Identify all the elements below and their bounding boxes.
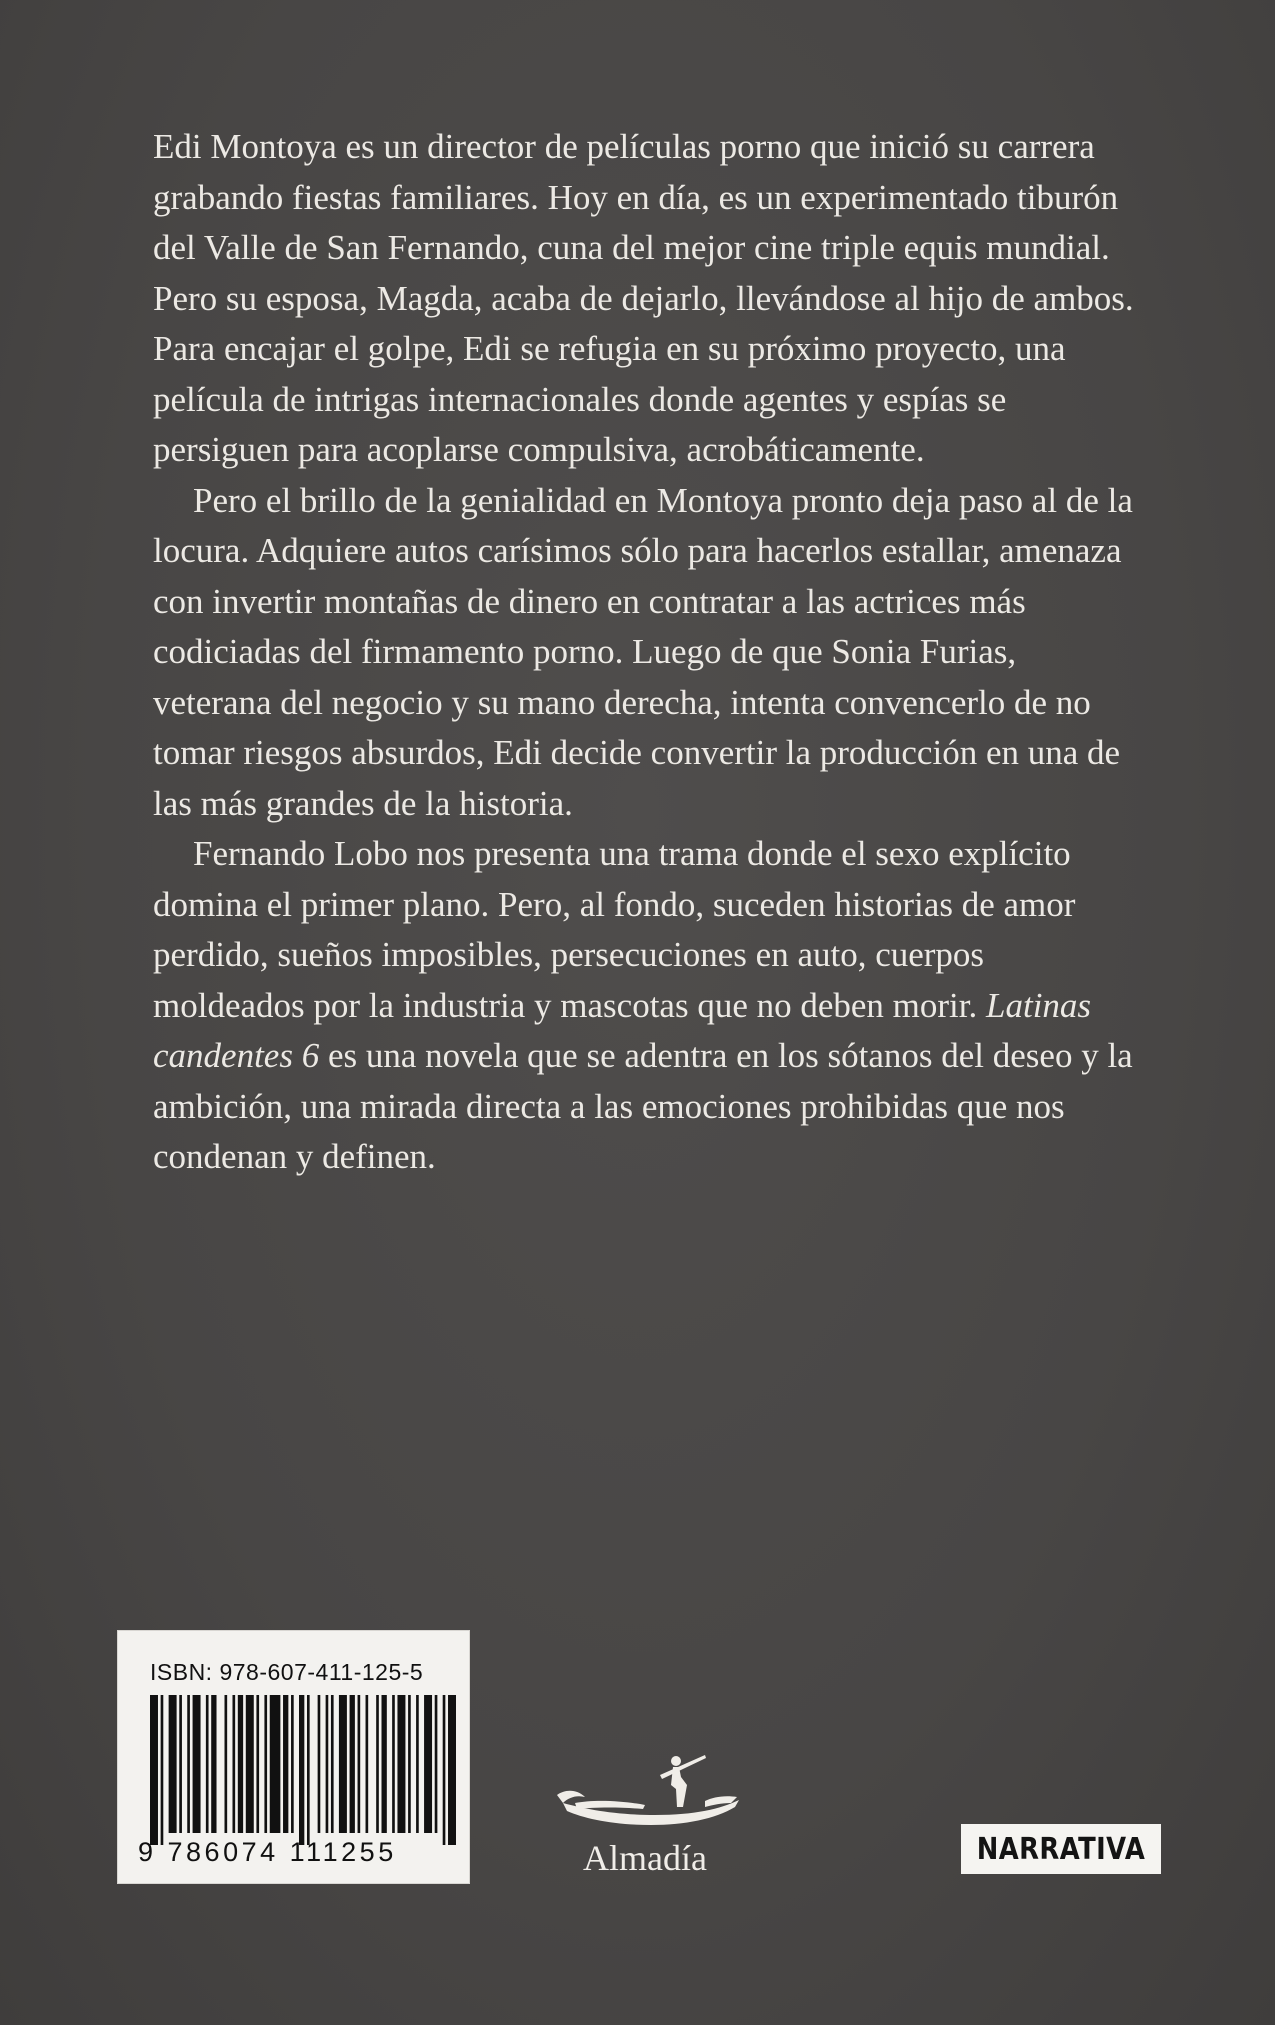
barcode-bar [339, 1695, 347, 1833]
barcode-bar [382, 1695, 387, 1833]
barcode-bar [416, 1695, 419, 1833]
barcode-bar [283, 1695, 288, 1833]
barcode-bar [299, 1695, 304, 1845]
isbn-number: ISBN: 978-607-411-125-5 [150, 1659, 424, 1685]
barcode-bar [161, 1695, 164, 1845]
barcode-bar [179, 1695, 182, 1833]
barcode-bar [318, 1695, 321, 1833]
isbn-barcode-label [117, 1630, 470, 1884]
synopsis-paragraph-2: Pero el brillo de la genialidad en Montoya pronto deja paso al de la locura. Adquiere autos carísimos sólo para hacerlos estallar, amenaza con invertir montañas de dinero en contratar a las actrices más codiciadas del firmamento porno. Luego de que Sonia Furias, veterana del negocio y su mano derecha, intenta convencerlo de no tomar riesgos absurdos, Edi decide convertir la producción en una de las más grandes de la historia. [153, 480, 1133, 823]
barcode-bar [358, 1695, 361, 1833]
barcode-digits: 9 786074 111255 [138, 1837, 397, 1867]
barcode-bar [307, 1695, 310, 1845]
barcode-bar [270, 1695, 281, 1833]
boat-figure-icon [555, 1745, 745, 1835]
barcode-bar [326, 1695, 329, 1833]
barcode-bar [350, 1695, 355, 1833]
barcode-bar [246, 1695, 254, 1833]
barcode-bar [366, 1695, 369, 1833]
barcode-bar [256, 1695, 259, 1833]
barcode-bar [169, 1695, 177, 1833]
synopsis-paragraph-1: Edi Montoya es un director de películas porno que inició su carrera grabando fiestas familiares. Hoy en día, es un experimentado tiburón del Valle de San Fernando, cuna del mejor cine triple equis mundial. Pero su esposa, Magda, acaba de dejarlo, llevándose al hijo de ambos. Para encajar el golpe, Edi se refugia en su próximo proyecto, una película de intrigas internacionales donde agentes y espías se persiguen para acoplarse compulsiva, acrobáticamente. [153, 127, 1134, 469]
publisher-imprint [555, 1745, 755, 1885]
barcode-bar [211, 1695, 216, 1833]
barcode-bar [225, 1695, 228, 1833]
barcode-bar [232, 1695, 235, 1833]
synopsis-paragraph-3 [153, 829, 1143, 1183]
barcode-bar [331, 1695, 334, 1833]
barcode-bar [408, 1695, 411, 1833]
book-title: Latinas candentes 6 [153, 985, 1092, 1075]
publisher-name: Almadía [583, 1838, 707, 1878]
barcode-bar [291, 1695, 294, 1833]
barcode-bar [187, 1695, 190, 1833]
barcode-bar [397, 1695, 405, 1833]
barcode-bar [206, 1695, 209, 1833]
barcode-icon [150, 1695, 456, 1845]
synopsis-paragraph-3-end: es una novela que se adentra en los sótanos del deseo y la ambición, una mirada directa a las emociones prohibidas que nos condenan y definen. [153, 1036, 1133, 1176]
barcode-bar [193, 1695, 201, 1833]
synopsis-text [153, 122, 1143, 1183]
collection-label: NARRATIVA [976, 1831, 1146, 1867]
barcode-bar [150, 1695, 158, 1845]
barcode-bar [376, 1695, 379, 1833]
collection-badge [961, 1824, 1161, 1874]
barcode-bar [264, 1695, 267, 1833]
barcode-bar [435, 1695, 438, 1833]
synopsis-paragraph-3-start: Fernando Lobo nos presenta una trama donde el sexo explícito domina el primer plano. Pero, al fondo, suceden historias de amor perdido, sueños imposibles, persecuciones en auto, cuerpos moldeados por la industria y mascotas que no deben morir. [153, 834, 1076, 1025]
barcode-bar [392, 1695, 395, 1833]
barcode-bar [443, 1695, 446, 1845]
barcode-bar [448, 1695, 456, 1845]
barcode-bar [238, 1695, 243, 1833]
barcode-bar [424, 1695, 432, 1833]
